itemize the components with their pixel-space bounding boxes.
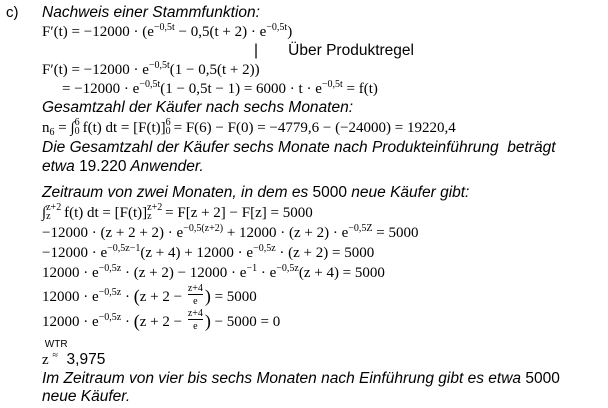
superscript: −0,5(z+2) bbox=[183, 223, 224, 234]
math-text: F′(t) = −12000 · e bbox=[42, 62, 149, 78]
fraction-part: z+4 bbox=[187, 283, 203, 294]
text: 3,975 bbox=[57, 351, 106, 368]
math-text: · e bbox=[257, 265, 277, 281]
text: Über Produktregel bbox=[258, 42, 414, 59]
text: | bbox=[254, 42, 259, 59]
text: Im Zeitraum von vier bis sechs Monaten nach Einführung gibt es etwa bbox=[42, 370, 526, 387]
text-line bbox=[42, 337, 68, 349]
text-line bbox=[42, 264, 385, 282]
text-line bbox=[42, 158, 204, 176]
superscript: −0,5t bbox=[321, 79, 343, 90]
text: etwa bbox=[42, 158, 80, 175]
math-text: ∫ bbox=[42, 205, 47, 221]
superscript: −0,5z bbox=[98, 287, 122, 298]
text-line bbox=[42, 23, 292, 41]
text-line bbox=[42, 139, 556, 157]
text-line bbox=[42, 370, 560, 388]
math-text: = F[z + 2] − F[z] = 5000 bbox=[165, 205, 313, 221]
superscript: −0,5z bbox=[253, 243, 276, 254]
math-text: − 0,5(t + 2) · e bbox=[174, 24, 267, 40]
subscript: 6 bbox=[49, 127, 55, 138]
math-text: (z + 4) = 5000 bbox=[298, 265, 385, 281]
limit: z bbox=[46, 211, 51, 222]
text: neue Käufer gibt: bbox=[347, 184, 470, 201]
text-line bbox=[42, 351, 105, 369]
text-line bbox=[42, 388, 130, 406]
math-text: − 5000 = 0 bbox=[210, 314, 281, 330]
text: ( bbox=[133, 286, 140, 306]
math-text: · bbox=[121, 289, 134, 305]
math-text: = −12000 · e bbox=[62, 81, 140, 97]
text-line bbox=[42, 119, 456, 137]
limit: 6 bbox=[165, 117, 171, 128]
text: Gesamtzahl der Käufer nach sechs Monaten: bbox=[42, 99, 354, 116]
math-text: 12000 · e bbox=[42, 314, 99, 330]
text: Anwender. bbox=[126, 158, 204, 175]
math-text: −12000 · e bbox=[42, 245, 108, 261]
math-text: (1 − 0,5(t + 2)) bbox=[169, 62, 260, 78]
math-text: 12000 · e bbox=[42, 289, 99, 305]
fraction-part: e bbox=[193, 296, 198, 307]
text: 5000 bbox=[525, 370, 560, 387]
limit: 0 bbox=[165, 126, 171, 137]
text-line bbox=[42, 99, 353, 117]
math-text: (z + 4) + 12000 · e bbox=[140, 245, 254, 261]
text-line bbox=[42, 224, 419, 242]
text: 19.220 bbox=[79, 158, 127, 175]
limit: 6 bbox=[74, 117, 80, 128]
math-text: 12000 · e bbox=[42, 265, 99, 281]
superscript: −0,5z bbox=[276, 263, 299, 274]
limit: z+2 bbox=[147, 202, 163, 213]
math-text: = 5000 bbox=[210, 289, 257, 305]
superscript: −0,5t bbox=[266, 22, 288, 33]
part-label: c) bbox=[6, 4, 19, 21]
math-text: (1 − 0,5t − 1) = 6000 · t · e bbox=[160, 81, 322, 97]
text-line bbox=[42, 184, 469, 202]
limit: 0 bbox=[74, 126, 80, 137]
text-line bbox=[254, 42, 414, 60]
math-text: ) bbox=[287, 24, 293, 40]
text-line bbox=[62, 80, 378, 98]
limit: z bbox=[147, 211, 152, 222]
fraction bbox=[187, 308, 203, 332]
math-text: = 5000 bbox=[372, 225, 419, 241]
text: ) bbox=[204, 286, 211, 306]
text: Die Gesamtzahl der Käufer sechs Monate nach Produkteinführung beträgt bbox=[42, 139, 556, 156]
superscript: ≈ bbox=[52, 350, 58, 361]
math-text: = F(6) − F(0) = −4779,6 − (−24000) = 19220,4 bbox=[173, 120, 456, 136]
superscript: −0,5Z bbox=[348, 223, 373, 234]
math-text: + 12000 · (z + 2) · e bbox=[223, 225, 349, 241]
integral-limits bbox=[147, 202, 163, 222]
integral-limits bbox=[74, 117, 80, 137]
superscript: −1 bbox=[246, 263, 258, 274]
math-text: · (z + 2) = 5000 bbox=[275, 245, 375, 261]
math-text: z + 2 − bbox=[139, 289, 186, 305]
math-text: · bbox=[121, 314, 134, 330]
integral-limits bbox=[165, 117, 171, 137]
text: ( bbox=[133, 311, 140, 331]
text-line bbox=[42, 61, 260, 79]
text: Nachweis einer Stammfunktion: bbox=[42, 4, 260, 21]
superscript: −0,5t bbox=[153, 22, 175, 33]
math-text: z + 2 − bbox=[139, 314, 186, 330]
text: neue Käufer. bbox=[42, 388, 131, 405]
math-text: = f(t) bbox=[342, 81, 378, 97]
integral-limits bbox=[46, 202, 62, 222]
superscript: −0,5t bbox=[148, 60, 170, 71]
text: ) bbox=[204, 311, 211, 331]
superscript: −0,5z−1 bbox=[107, 243, 141, 254]
fraction-part: z+4 bbox=[187, 308, 203, 319]
math-text: −12000 · (z + 2 + 2) · e bbox=[42, 225, 184, 241]
superscript: −0,5t bbox=[139, 79, 161, 90]
fraction-part: e bbox=[193, 321, 198, 332]
text-line bbox=[42, 244, 374, 262]
math-text: f(t) dt = [F(t)] bbox=[64, 205, 148, 221]
math-text: n bbox=[42, 120, 50, 136]
limit: z+2 bbox=[46, 202, 62, 213]
text: 5000 bbox=[312, 184, 347, 201]
text: Zeitraum von zwei Monaten, in dem es bbox=[42, 184, 313, 201]
text-line bbox=[42, 204, 313, 222]
text-line bbox=[42, 283, 257, 307]
text-line bbox=[42, 308, 281, 332]
math-text: f(t) dt = [F(t)] bbox=[82, 120, 166, 136]
math-text: · (z + 2) − 12000 · e bbox=[121, 265, 247, 281]
math-text: z bbox=[42, 352, 53, 368]
fraction bbox=[187, 283, 203, 307]
superscript: −0,5z bbox=[98, 263, 122, 274]
math-text: = ∫ bbox=[54, 120, 75, 136]
text-line bbox=[42, 4, 260, 22]
superscript: −0,5z bbox=[98, 312, 122, 323]
math-text: F′(t) = −12000 · (e bbox=[42, 24, 154, 40]
text: WTR bbox=[42, 339, 68, 350]
